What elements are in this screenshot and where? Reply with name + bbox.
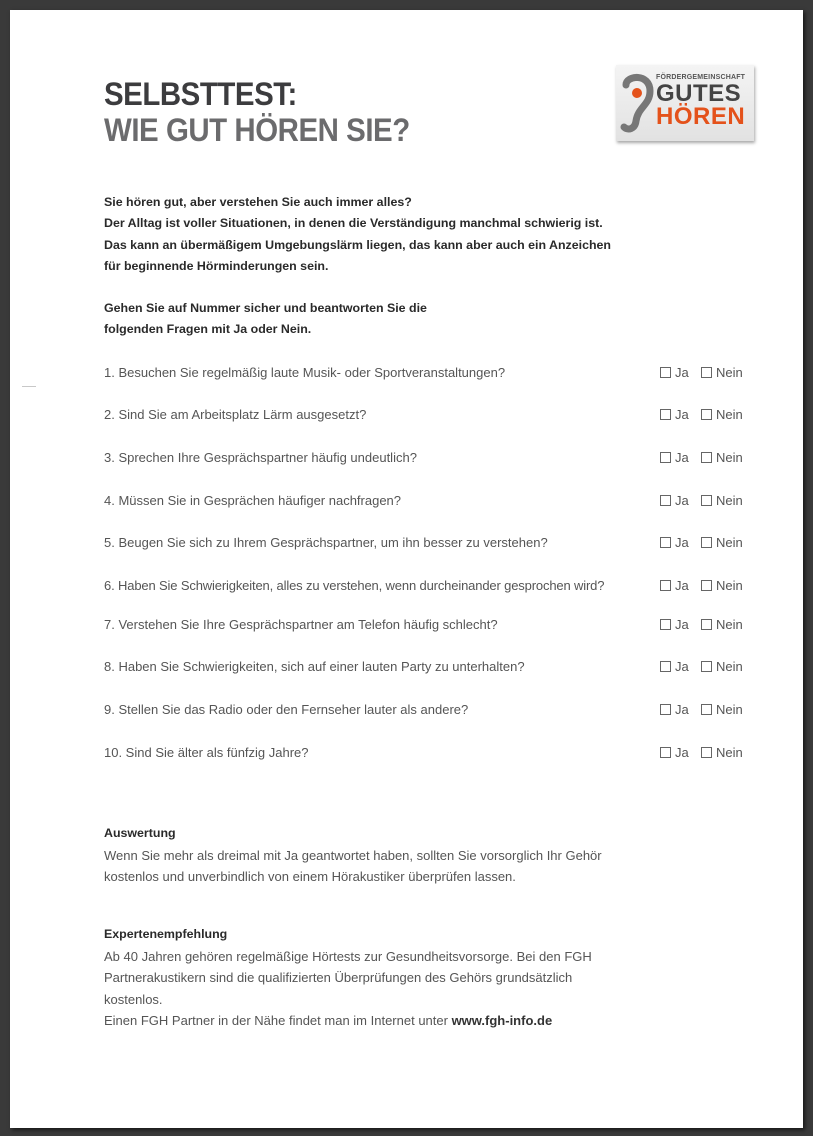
yes-label: Ja [675,617,689,632]
intro-line: Der Alltag ist voller Situationen, in denen die Verständigung manchmal schwierig ist. [104,216,603,231]
answer-yes-checkbox[interactable] [660,702,689,717]
yes-label: Ja [675,450,689,465]
answer-yes-checkbox[interactable] [660,407,689,422]
logo-word-gutes: GUTES [656,80,742,107]
answer-yes-checkbox[interactable] [660,450,689,465]
answer-yes-checkbox[interactable] [660,578,689,593]
question-text: 8. Haben Sie Schwierigkeiten, sich auf einer lauten Party zu unterhalten? [104,659,525,674]
answer-no-checkbox[interactable] [701,745,743,760]
instruction-text [104,298,664,341]
checkbox-icon [701,661,712,672]
question-row-9 [104,702,804,722]
answer-no-checkbox[interactable] [701,493,743,508]
answer-no-checkbox[interactable] [701,450,743,465]
margin-mark [22,386,36,387]
question-text: 4. Müssen Sie in Gesprächen häufiger nachfragen? [104,493,402,508]
answer-no-checkbox[interactable] [701,407,743,422]
title-line-2: WIE GUT HÖREN SIE? [104,112,410,148]
checkbox-icon [660,661,671,672]
answer-yes-checkbox[interactable] [660,617,689,632]
question-row-6 [104,578,804,598]
question-row-5 [104,535,804,555]
checkbox-icon [701,619,712,630]
question-text: 6. Haben Sie Schwierigkeiten, alles zu verstehen, wenn durcheinander gesprochen wird? [104,578,605,593]
checkbox-icon [660,367,671,378]
yes-label: Ja [675,578,689,593]
yes-label: Ja [675,702,689,717]
page-title [104,76,410,148]
no-label: Nein [716,702,743,717]
question-text: 2. Sind Sie am Arbeitsplatz Lärm ausgesetzt? [104,407,367,422]
checkbox-icon [701,367,712,378]
answer-no-checkbox[interactable] [701,365,743,380]
yes-label: Ja [675,535,689,550]
yes-label: Ja [675,659,689,674]
no-label: Nein [716,578,743,593]
logo-word-horen: HÖREN [656,103,746,130]
checkbox-icon [701,704,712,715]
ear-logo-icon [620,71,656,133]
no-label: Nein [716,493,743,508]
recommendation-last-line [104,1010,684,1032]
recommendation-line: Partnerakustikern sind die qualifizierten Überprüfungen des Gehörs grundsätzlich [104,970,573,985]
checkbox-icon [701,495,712,506]
evaluation-line: kostenlos und unverbindlich von einem Hörakustiker überprüfen lassen. [104,869,516,884]
checkbox-icon [660,747,671,758]
question-text: 9. Stellen Sie das Radio oder den Fernseher lauter als andere? [104,702,469,717]
answer-yes-checkbox[interactable] [660,493,689,508]
checkbox-icon [660,495,671,506]
no-label: Nein [716,450,743,465]
instruction-line: folgenden Fragen mit Ja oder Nein. [104,322,312,337]
answer-no-checkbox[interactable] [701,659,743,674]
yes-label: Ja [675,745,689,760]
checkbox-icon [660,537,671,548]
intro-line: Sie hören gut, aber verstehen Sie auch immer alles? [104,195,412,209]
answer-no-checkbox[interactable] [701,617,743,632]
no-label: Nein [716,535,743,550]
answer-yes-checkbox[interactable] [660,745,689,760]
checkbox-icon [660,619,671,630]
instruction-line: Gehen Sie auf Nummer sicher und beantworten Sie die [104,301,427,315]
recommendation-line: kostenlos. [104,991,163,1007]
recommendation-heading: Expertenempfehlung [104,927,228,941]
checkbox-icon [701,747,712,758]
checkbox-icon [701,580,712,591]
checkbox-icon [660,452,671,463]
answer-yes-checkbox[interactable] [660,659,689,674]
answer-no-checkbox[interactable] [701,578,743,593]
question-row-4 [104,493,804,513]
answer-no-checkbox[interactable] [701,535,743,550]
checkbox-icon [660,580,671,591]
question-row-10 [104,745,804,765]
answer-yes-checkbox[interactable] [660,365,689,380]
recommendation-section [104,924,684,1032]
recommendation-line: Ab 40 Jahren gehören regelmäßige Hörtests zur Gesundheitsvorsorge. Bei den FGH [104,948,592,964]
question-text: 3. Sprechen Ihre Gesprächspartner häufig undeutlich? [104,450,417,465]
checkbox-icon [701,537,712,548]
answer-no-checkbox[interactable] [701,702,743,717]
title-line-1: SELBSTTEST: [104,76,297,112]
question-row-2 [104,407,804,427]
recommendation-prefix: Einen FGH Partner in der Nähe findet man im Internet unter [104,1013,452,1028]
yes-label: Ja [675,407,689,422]
evaluation-line: Wenn Sie mehr als dreimal mit Ja geantwortet haben, sollten Sie vorsorglich Ihr Gehör [104,847,602,863]
yes-label: Ja [675,493,689,508]
fgh-logo [616,65,754,141]
no-label: Nein [716,365,743,380]
question-row-3 [104,450,804,470]
document-page [10,10,803,1128]
checkbox-icon [660,704,671,715]
evaluation-section [104,823,684,888]
question-row-7 [104,617,804,637]
question-text: 7. Verstehen Sie Ihre Gesprächspartner am Telefon häufig schlecht? [104,617,498,632]
question-text: 10. Sind Sie älter als fünfzig Jahre? [104,745,309,760]
no-label: Nein [716,659,743,674]
yes-label: Ja [675,365,689,380]
checkbox-icon [701,409,712,420]
checkbox-icon [660,409,671,420]
question-row-1 [104,365,804,385]
checkbox-icon [701,452,712,463]
question-row-8 [104,659,804,679]
answer-yes-checkbox[interactable] [660,535,689,550]
website-link[interactable]: www.fgh-info.de [451,1013,553,1028]
evaluation-heading: Auswertung [104,826,176,840]
question-text: 5. Beugen Sie sich zu Ihrem Gesprächspartner, um ihn besser zu verstehen? [104,535,548,550]
question-text: 1. Besuchen Sie regelmäßig laute Musik- oder Sportveranstaltungen? [104,365,506,380]
intro-line: Das kann an übermäßigem Umgebungslärm liegen, das kann aber auch ein Anzeichen [104,237,612,252]
no-label: Nein [716,617,743,632]
no-label: Nein [716,745,743,760]
no-label: Nein [716,407,743,422]
intro-line: für beginnende Hörminderungen sein. [104,258,329,273]
intro-text [104,192,664,277]
logo-small-text: FÖRDERGEMEINSCHAFT [656,74,746,81]
